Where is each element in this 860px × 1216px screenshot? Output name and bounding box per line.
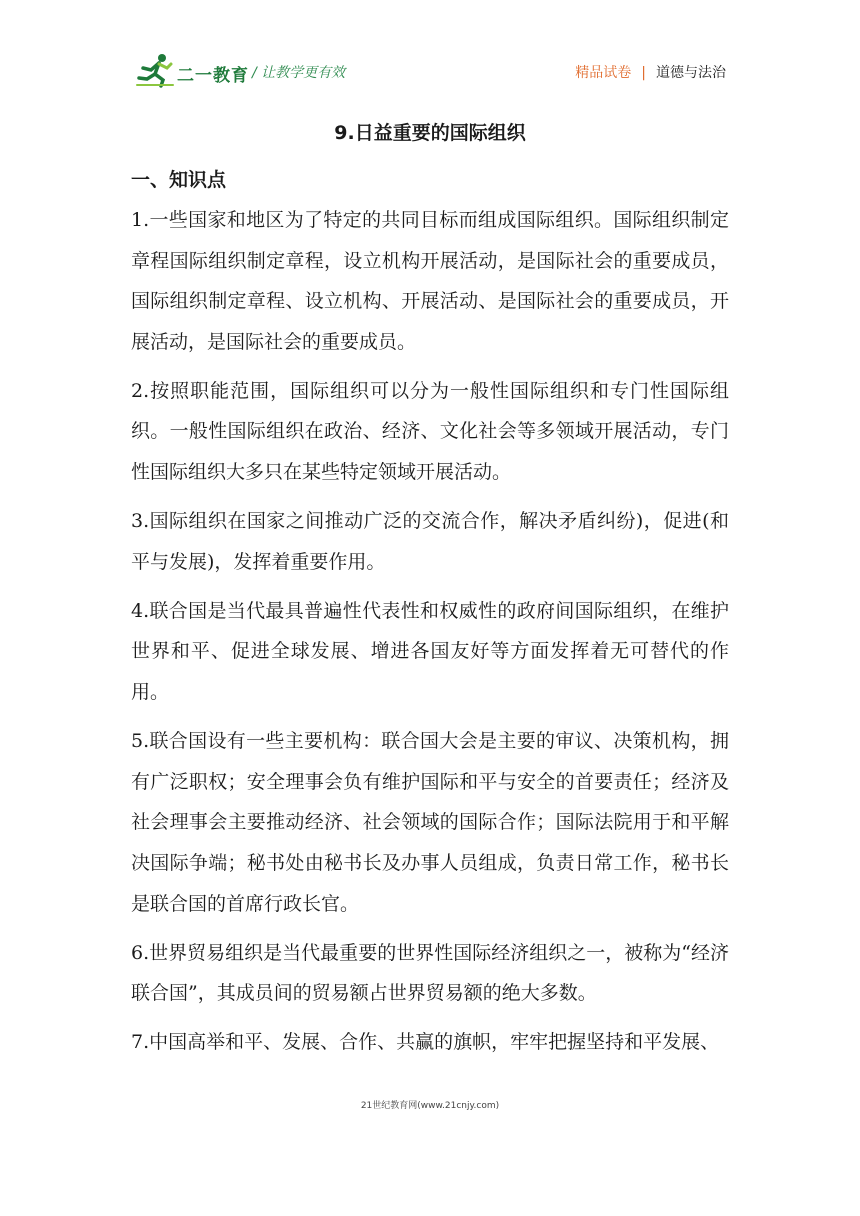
- header-separator: |: [641, 65, 646, 81]
- running-person-icon: [135, 52, 175, 88]
- paragraph-6: 6.世界贸易组织是当代最重要的世界性国际经济组织之一，被称为“经济联合国”，其成员间的贸易额占世界贸易额的绝大多数。: [131, 941, 729, 1005]
- paragraph-2: 2.按照职能范围，国际组织可以分为一般性国际组织和专门性国际组织。一般性国际组织在政治、经济、文化社会等多领域开展活动，专门性国际组织大多只在某些特定领域开展活动。: [131, 379, 729, 484]
- subject-label: 道德与法治: [656, 65, 726, 81]
- brand-logo: [135, 52, 249, 88]
- logo-text: 二一教育: [177, 66, 249, 86]
- section-heading: 一、知识点: [131, 169, 227, 191]
- paragraph-4: 4.联合国是当代最具普遍性代表性和权威性的政府间国际组织，在维护世界和平、促进全球发展、增进各国友好等方面发挥着无可替代的作用。: [131, 599, 729, 704]
- page-header: [0, 0, 860, 100]
- page-footer: 21世纪教育网(www.21cnjy.com): [360, 1101, 500, 1111]
- quality-label: 精品试卷: [575, 65, 632, 81]
- header-tags: [575, 62, 726, 82]
- paragraph-7: 7.中国高举和平、发展、合作、共赢的旗帜，牢牢把握坚持和平发展、: [131, 1031, 720, 1054]
- paragraph-3: 3.国际组织在国家之间推动广泛的交流合作，解决矛盾纠纷)，促进(和平与发展)，发挥着重要作用。: [131, 510, 729, 573]
- slogan: / 让教学更有效: [252, 65, 346, 81]
- paragraph-5: 5.联合国设有一些主要机构：联合国大会是主要的审议、决策机构，拥有广泛职权；安全理事会负有维护国际和平与安全的首要责任；经济及社会理事会主要推动经济、社会领域的国际合作；国际法院用于和平解决国际争端；秘书处由秘书长及办事人员组成，负责日常工作，秘书长是联合国的首席行政长官。: [131, 730, 729, 915]
- paragraph-1: 1.一些国家和地区为了特定的共同目标而组成国际组织。国际组织制定章程国际组织制定章程，设立机构开展活动，是国际社会的重要成员，国际组织制定章程、设立机构、开展活动、是国际社会的重要成员，开展活动，是国际社会的重要成员。: [131, 209, 729, 353]
- document-title: 9.日益重要的国际组织: [334, 122, 526, 144]
- document-body: [131, 200, 729, 1071]
